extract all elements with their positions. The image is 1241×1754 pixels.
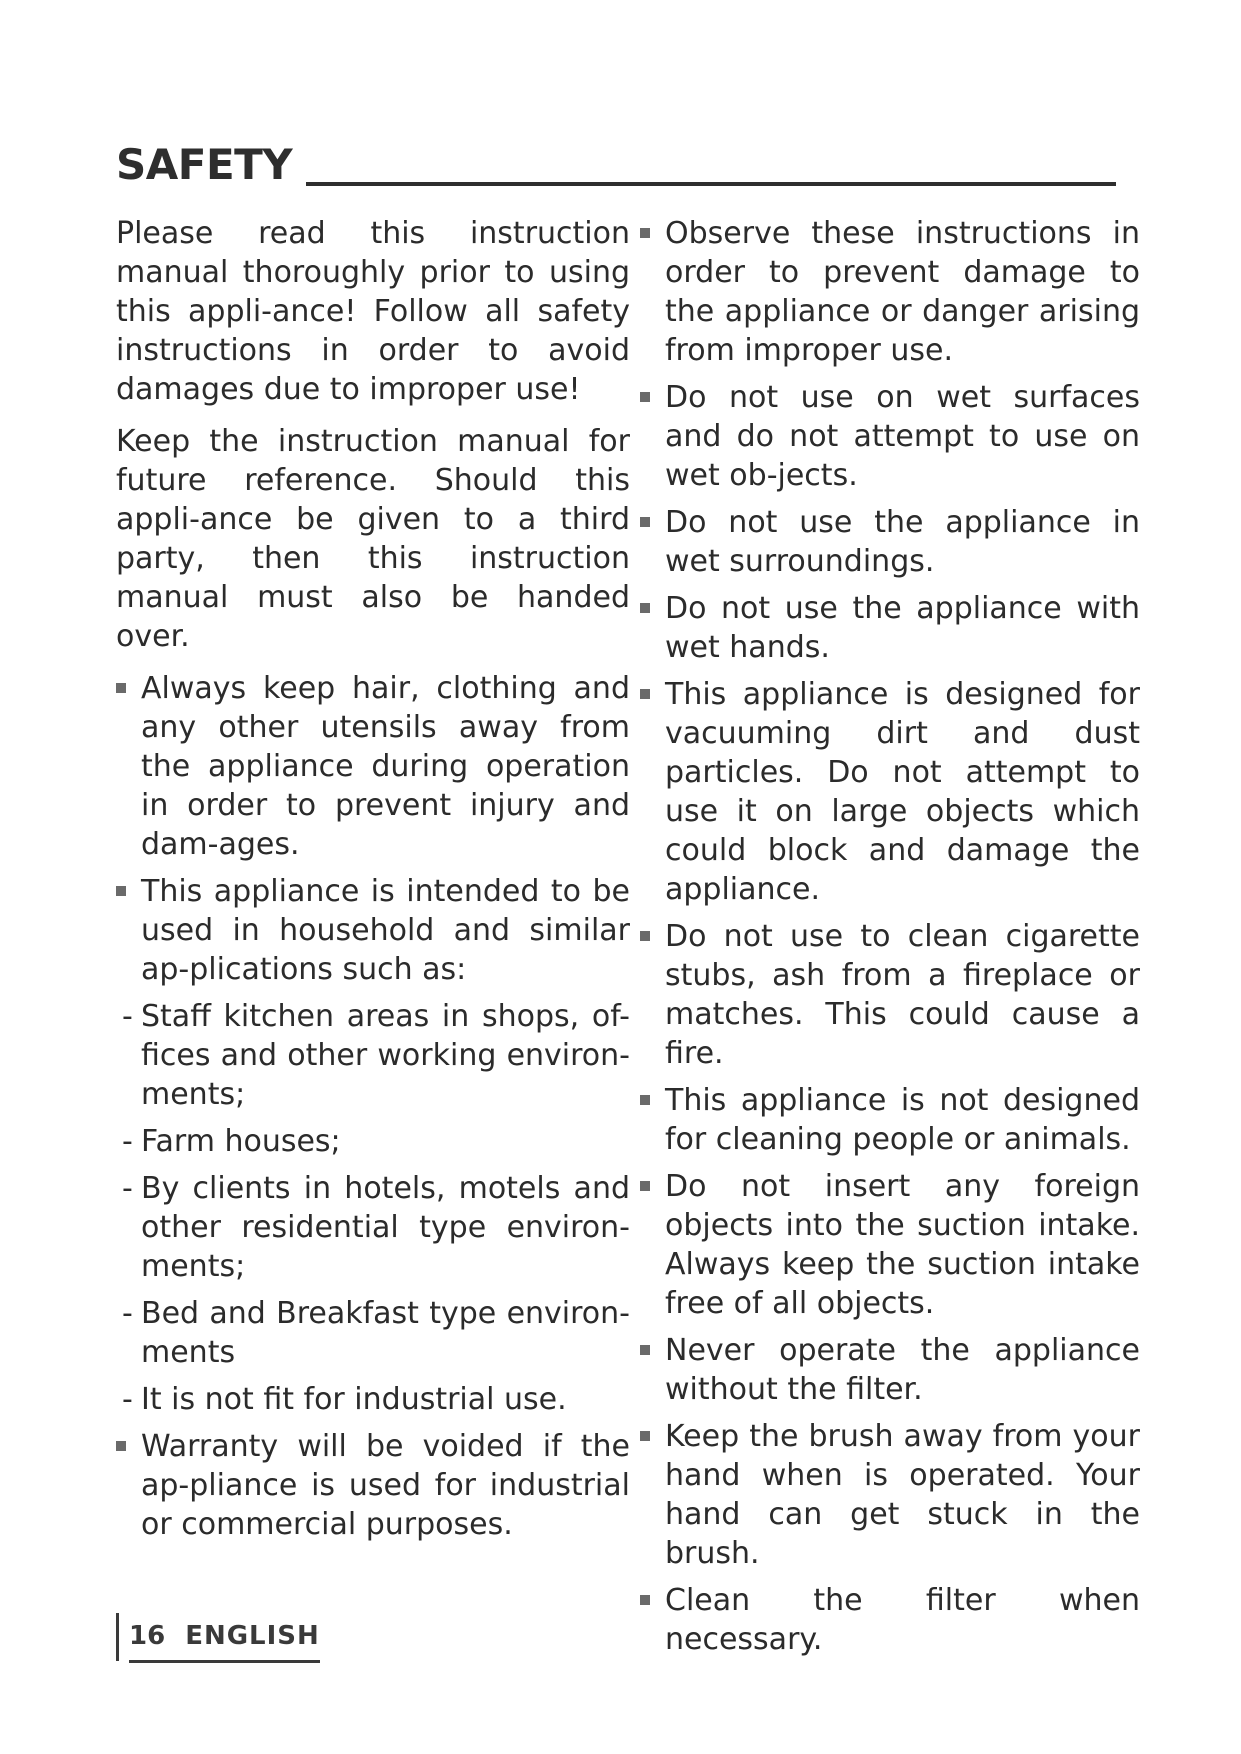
list-item [640, 1417, 1140, 1573]
dash-bullet-icon: - [122, 1124, 133, 1159]
list-item [116, 669, 630, 864]
footer-language: ENGLISH [185, 1620, 320, 1651]
list-item-text: Keep the brush away from your hand when is operated. Your hand can get stuck in the brush. [665, 1419, 1140, 1571]
list-item-text: This appliance is intended to be used in household and similar ap-plications such as: [141, 874, 630, 987]
page-header [116, 128, 1116, 188]
square-bullet-icon [640, 1181, 650, 1191]
list-item-text: This appliance is designed for vacuuming dirt and dust particles. Do not attempt to use it on large objects which could block and damage the appliance. [665, 677, 1140, 907]
list-item-text: Warranty will be voided if the ap-pliance is used for industrial or commercial purposes. [141, 1429, 630, 1542]
list-item [640, 378, 1140, 495]
square-bullet-icon [640, 1345, 650, 1355]
footer-label [129, 1612, 320, 1663]
list-item-text: This appliance is not designed for cleaning people or animals. [665, 1083, 1140, 1157]
list-item-text: Do not use the appliance in wet surroundings. [665, 505, 1140, 579]
square-bullet-icon [640, 517, 650, 527]
square-bullet-icon [640, 1095, 650, 1105]
list-item-text: Do not use the appliance with wet hands. [665, 591, 1140, 665]
list-item [640, 917, 1140, 1073]
intro-paragraph: Please read this instruction manual thoroughly prior to using this appli-ance! Follow all safety instructions in order to avoid damages due to improper use! [116, 216, 630, 407]
dash-bullet-icon: - [122, 1171, 133, 1206]
list-item [640, 1167, 1140, 1323]
dash-bullet-icon: - [122, 999, 133, 1034]
left-column [116, 214, 630, 1552]
sub-list-item [116, 1169, 630, 1286]
sub-list-item [116, 1294, 630, 1372]
list-item-text: Do not use to clean cigarette stubs, ash from a fireplace or matches. This could cause a fire. [665, 919, 1140, 1071]
page-title: SAFETY [116, 140, 293, 189]
intro-paragraph: Keep the instruction manual for future reference. Should this appli-ance be given to a third party, then this instruction manual must also be handed over. [116, 424, 630, 654]
sub-list-item-text: It is not fit for industrial use. [141, 1382, 567, 1417]
sub-list-item [116, 997, 630, 1114]
sub-list-item-text: Staff kitchen areas in shops, of-fices and other working environ-ments; [141, 999, 630, 1112]
list-item-text: Observe these instructions in order to prevent damage to the appliance or danger arising from improper use. [665, 216, 1140, 368]
square-bullet-icon [640, 603, 650, 613]
title-rule [306, 182, 1116, 186]
square-bullet-icon [640, 1595, 650, 1605]
square-bullet-icon [640, 931, 650, 941]
list-item [640, 503, 1140, 581]
list-item [640, 1581, 1140, 1659]
list-item-text: Do not insert any foreign objects into the suction intake. Always keep the suction intake free of all objects. [665, 1169, 1140, 1321]
list-item [640, 1081, 1140, 1159]
page-footer [116, 1612, 320, 1662]
list-item [116, 1427, 630, 1544]
right-column [640, 214, 1140, 1667]
sub-list-item-text: By clients in hotels, motels and other residential type environ-ments; [141, 1171, 630, 1284]
page-number: 16 [129, 1620, 166, 1651]
dash-bullet-icon: - [122, 1382, 133, 1417]
square-bullet-icon [116, 886, 126, 896]
list-item [640, 1331, 1140, 1409]
square-bullet-icon [116, 1441, 126, 1451]
list-item [116, 872, 630, 989]
sub-list-item-text: Bed and Breakfast type environ-ments [141, 1296, 630, 1370]
footer-divider [116, 1613, 119, 1661]
list-item [640, 589, 1140, 667]
sub-list-item-text: Farm houses; [141, 1124, 341, 1159]
square-bullet-icon [640, 392, 650, 402]
sub-list-item [116, 1380, 630, 1419]
square-bullet-icon [640, 228, 650, 238]
square-bullet-icon [116, 683, 126, 693]
square-bullet-icon [640, 1431, 650, 1441]
dash-bullet-icon: - [122, 1296, 133, 1331]
list-item-text: Clean the filter when necessary. [665, 1583, 1140, 1657]
sub-list-item [116, 1122, 630, 1161]
list-item-text: Do not use on wet surfaces and do not attempt to use on wet ob-jects. [665, 380, 1140, 493]
list-item [640, 214, 1140, 370]
list-item-text: Always keep hair, clothing and any other utensils away from the appliance during operation in order to prevent injury and dam-ages. [141, 671, 630, 862]
list-item [640, 675, 1140, 909]
square-bullet-icon [640, 689, 650, 699]
list-item-text: Never operate the appliance without the filter. [665, 1333, 1140, 1407]
